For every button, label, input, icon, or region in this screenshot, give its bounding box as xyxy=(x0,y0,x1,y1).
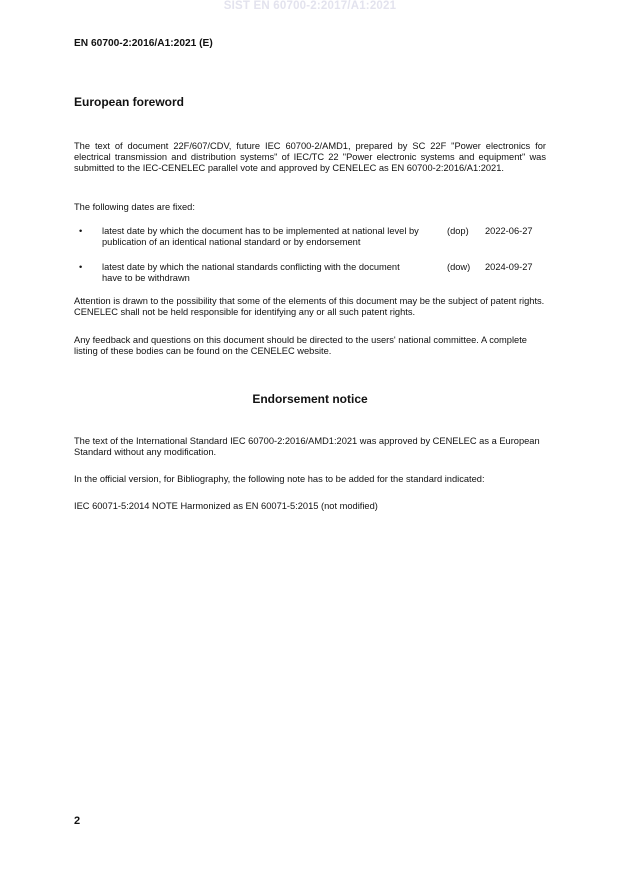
feedback-paragraph: Any feedback and questions on this document should be directed to the users' national committee. A complete listing of these bodies can be found on the CENELEC website. xyxy=(74,335,527,356)
bullet-marker: • xyxy=(79,226,83,236)
foreword-paragraph: The text of document 22F/607/CDV, future IEC 60700-2/AMD1, prepared by SC 22F "Power electronics for electrical transmission and distribution systems" of IEC/TC 22 "Power electronic systems and equipment" was submitted to the IEC-CENELEC parallel vote and approved by CENELEC as EN 60700-2:2016/A1:2021. xyxy=(74,141,546,173)
bibliography-instruction: In the official version, for Bibliography, the following note has to be added for the standard indicated: xyxy=(74,474,485,484)
date-item-date: 2024-09-27 xyxy=(485,262,533,272)
date-item-date: 2022-06-27 xyxy=(485,226,533,236)
foreword-heading: European foreword xyxy=(74,95,185,109)
date-item-code: (dop) xyxy=(447,226,469,236)
attention-paragraph: Attention is drawn to the possibility that some of the elements of this document may be the subject of patent rights. CENELEC shall not be held responsible for identifying any or all such patent rights. xyxy=(74,296,545,317)
watermark: SIST EN 60700-2:2017/A1:2021 xyxy=(223,0,397,12)
document-id-header: EN 60700-2:2016/A1:2021 (E) xyxy=(74,38,213,49)
date-item-code: (dow) xyxy=(447,262,471,272)
date-item-text: latest date by which the national standards conflicting with the document have to be withdrawn xyxy=(102,262,400,283)
endorsement-paragraph: The text of the International Standard IEC 60700-2:2016/AMD1:2021 was approved by CENELEC as a European Standard without any modification. xyxy=(74,436,540,457)
bullet-marker: • xyxy=(79,262,83,272)
bibliography-note: IEC 60071-5:2014 NOTE Harmonized as EN 60071-5:2015 (not modified) xyxy=(74,501,378,511)
endorsement-heading: Endorsement notice xyxy=(252,392,368,406)
dates-intro: The following dates are fixed: xyxy=(74,202,195,212)
page-number: 2 xyxy=(74,815,81,827)
date-item-text: latest date by which the document has to be implemented at national level by publication of an identical national standard or by endorsement xyxy=(102,226,419,247)
